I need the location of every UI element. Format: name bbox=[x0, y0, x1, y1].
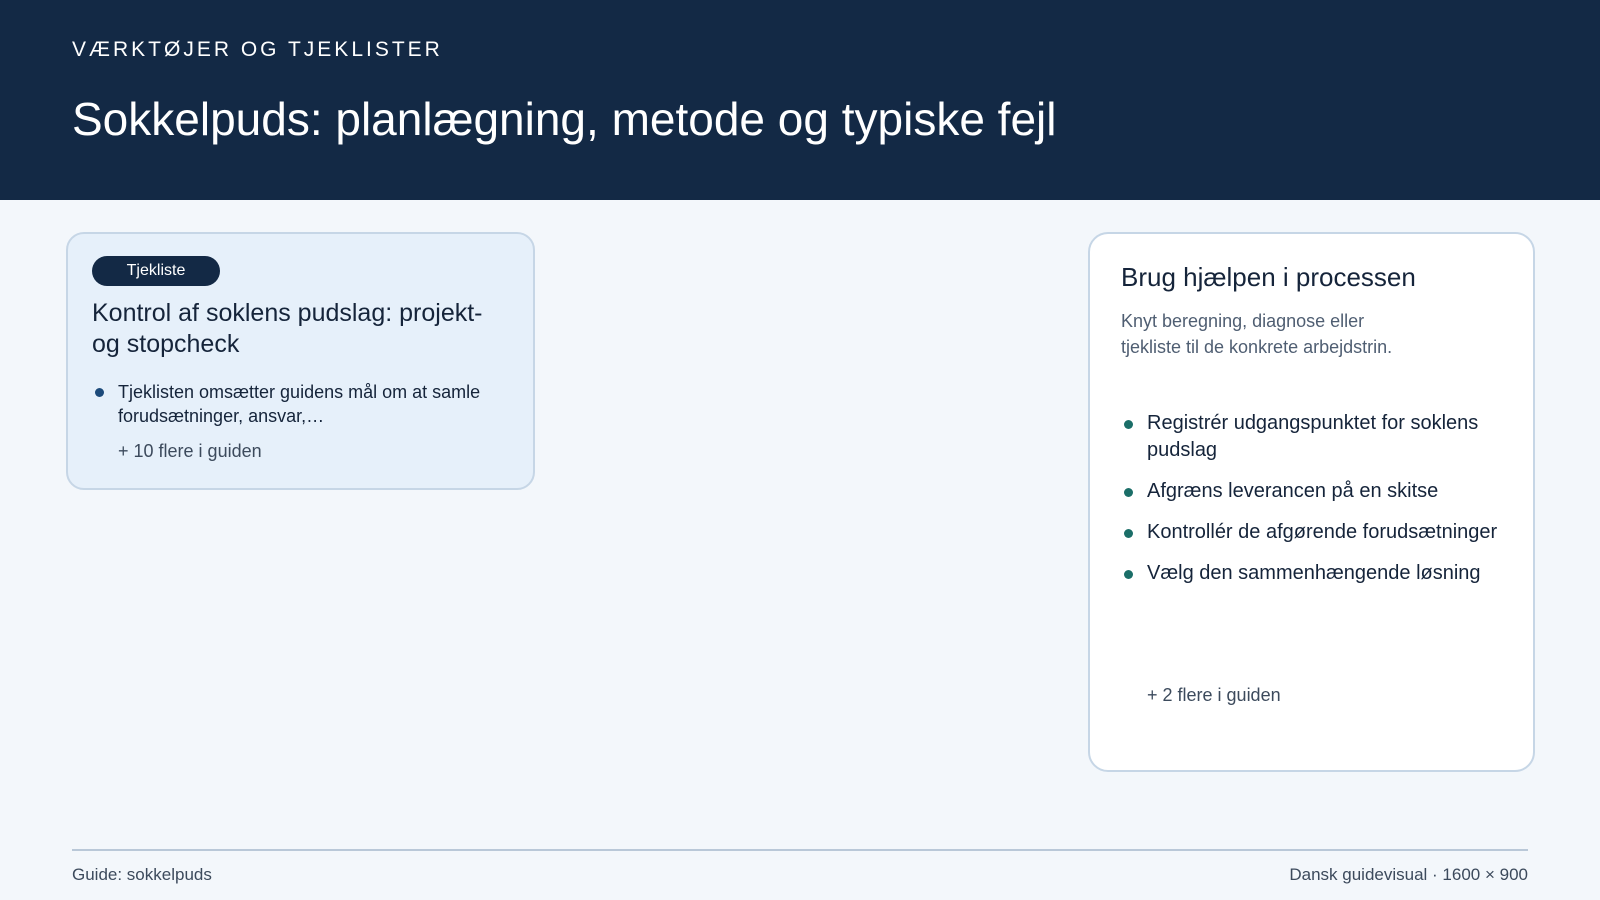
list-item-text: Vælg den sammenhængende løsning bbox=[1147, 562, 1481, 584]
checklist-items bbox=[92, 380, 512, 428]
header-banner bbox=[0, 0, 1600, 200]
process-steps bbox=[1121, 410, 1521, 601]
list-item-text: Tjeklisten omsætter guidens mål om at samle forudsætninger, ansvar,… bbox=[118, 382, 481, 426]
footer-meta: Dansk guidevisual · 1600 × 900 bbox=[1289, 865, 1528, 884]
list-item bbox=[92, 380, 512, 428]
list-item bbox=[1121, 410, 1521, 464]
checklist-badge: Tjekliste bbox=[92, 256, 220, 286]
process-card bbox=[1088, 232, 1535, 772]
bullet-icon bbox=[1124, 570, 1133, 579]
bullet-icon bbox=[1124, 529, 1133, 538]
checklist-card-title: Kontrol af soklens pudslag: projekt- og stopcheck bbox=[92, 299, 483, 358]
checklist-more-link[interactable]: + 10 flere i guiden bbox=[118, 441, 262, 461]
footer-divider bbox=[72, 849, 1528, 851]
process-more-link[interactable]: + 2 flere i guiden bbox=[1147, 685, 1281, 705]
checklist-card[interactable] bbox=[66, 232, 535, 490]
list-item-text: Afgræns leverancen på en skitse bbox=[1147, 480, 1439, 502]
list-item bbox=[1121, 478, 1521, 505]
bullet-icon bbox=[1124, 488, 1133, 497]
list-item-text: Registrér udgangspunktet for soklens pudslag bbox=[1147, 412, 1479, 461]
footer-guide-label: Guide: sokkelpuds bbox=[72, 865, 212, 884]
list-item bbox=[1121, 519, 1521, 546]
list-item bbox=[1121, 560, 1521, 587]
bullet-icon bbox=[95, 388, 104, 397]
section-eyebrow: VÆRKTØJER OG TJEKLISTER bbox=[72, 38, 443, 61]
process-card-title: Brug hjælpen i processen bbox=[1121, 262, 1416, 292]
bullet-icon bbox=[1124, 420, 1133, 429]
page-title: Sokkelpuds: planlægning, metode og typiske fejl bbox=[72, 93, 1057, 145]
list-item-text: Kontrollér de afgørende forudsætninger bbox=[1147, 521, 1498, 543]
process-card-description: Knyt beregning, diagnose eller tjekliste til de konkrete arbejdstrin. bbox=[1121, 311, 1393, 357]
